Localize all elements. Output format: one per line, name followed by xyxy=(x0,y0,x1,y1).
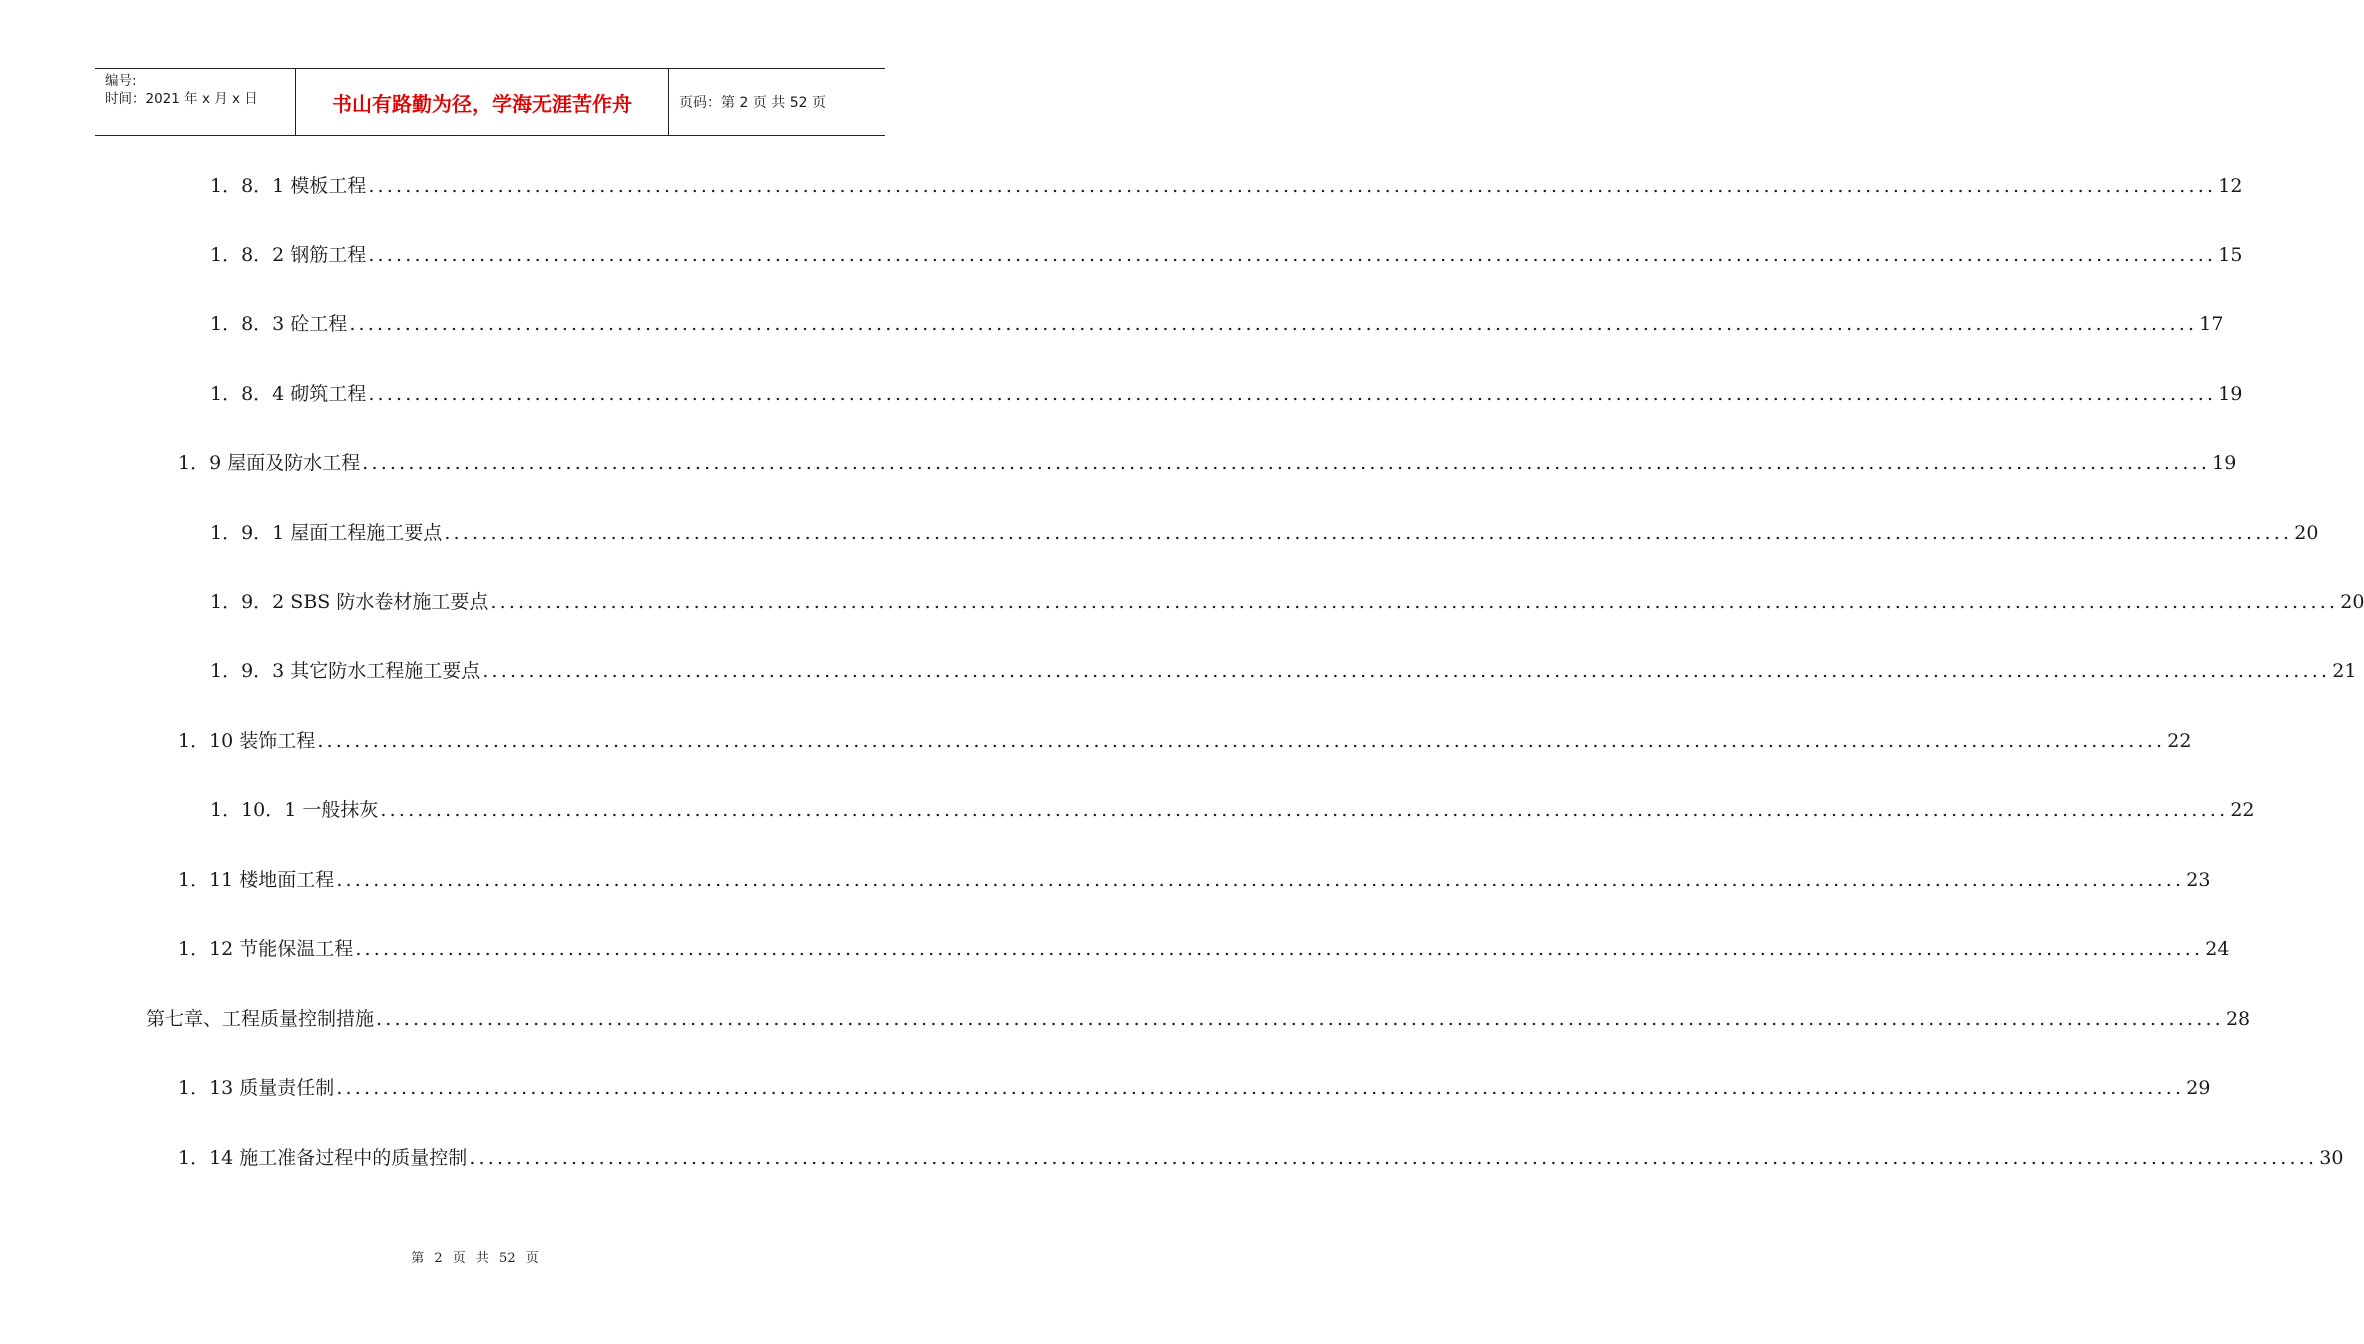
toc-leader-dots: ........................................................................................................................................................................................................ xyxy=(482,660,2331,682)
toc-leader-dots: ........................................................................................................................................................................................................ xyxy=(368,244,2217,266)
toc-entry-page: 20 xyxy=(2340,591,2364,613)
toc-leader-dots: ........................................................................................................................................................................................................ xyxy=(368,383,2217,405)
toc-leader-dots: ........................................................................................................................................................................................................ xyxy=(368,175,2217,197)
document-time: 时间：2021 年 x 月 x 日 xyxy=(105,91,258,107)
toc-entry-page: 29 xyxy=(2186,1077,2211,1099)
toc-leader-dots: ........................................................................................................................................................................................................ xyxy=(380,799,2229,821)
toc-leader-dots: ........................................................................................................................................................................................................ xyxy=(349,313,2198,335)
document-number-label: 编号: xyxy=(105,73,137,89)
toc-entry-page: 12 xyxy=(2218,175,2243,197)
toc-entry-page: 23 xyxy=(2186,869,2211,891)
header-motto: 书山有路勤为径，学海无涯苦作舟 xyxy=(296,69,669,135)
toc-entry-label: 1．10．1 一般抹灰 xyxy=(210,799,379,821)
toc-entry xyxy=(210,240,2243,270)
toc-entry-page: 19 xyxy=(2212,452,2237,474)
toc-entry-page: 15 xyxy=(2218,244,2243,266)
toc-entry xyxy=(178,865,2211,895)
toc-leader-dots: ........................................................................................................................................................................................................ xyxy=(317,730,2166,752)
toc-entry-label: 1．11 楼地面工程 xyxy=(178,869,335,891)
toc-leader-dots: ........................................................................................................................................................................................................ xyxy=(490,591,2339,613)
toc-entry-label: 1．9．1 屋面工程施工要点 xyxy=(210,522,443,544)
toc-entry-label: 1．8．1 模板工程 xyxy=(210,175,367,197)
toc-entry-label: 1．12 节能保温工程 xyxy=(178,938,354,960)
toc-entry xyxy=(146,1004,2251,1034)
toc-entry xyxy=(210,379,2243,409)
toc-entry-page: 22 xyxy=(2167,730,2192,752)
toc-entry-label: 1．8．3 砼工程 xyxy=(210,313,348,335)
toc-entry xyxy=(178,1073,2211,1103)
toc-entry-page: 28 xyxy=(2225,1008,2251,1030)
toc-entry xyxy=(210,656,2357,686)
toc-entry-label: 1．8．4 砌筑工程 xyxy=(210,383,367,405)
toc-entry xyxy=(178,448,2237,478)
toc-entry xyxy=(210,309,2224,339)
toc-entry-page: 17 xyxy=(2199,313,2224,335)
toc-entry-page: 21 xyxy=(2332,660,2357,682)
toc-entry-page: 22 xyxy=(2230,799,2255,821)
toc-entry-label: 1．9 屋面及防水工程 xyxy=(178,452,361,474)
toc-entry xyxy=(178,726,2192,756)
toc-entry xyxy=(210,587,2364,617)
toc-entry-label: 1．13 质量责任制 xyxy=(178,1077,335,1099)
toc-leader-dots: ........................................................................................................................................................................................................ xyxy=(336,1077,2185,1099)
toc-leader-dots: ........................................................................................................................................................................................................ xyxy=(444,522,2293,544)
toc-leader-dots: ........................................................................................................................................................................................................ xyxy=(336,869,2185,891)
toc-entry xyxy=(178,934,2230,964)
toc-entry-page: 24 xyxy=(2205,938,2230,960)
toc-entry xyxy=(210,518,2319,548)
header-page-info: 页码：第 2 页 共 52 页 xyxy=(679,95,826,111)
page-footer: 第 2 页 共 52 页 xyxy=(411,1251,539,1266)
toc-leader-dots: ........................................................................................................................................................................................................ xyxy=(376,1008,2224,1030)
toc-entry xyxy=(210,795,2255,825)
toc-entry xyxy=(178,1143,2344,1173)
toc-leader-dots: ........................................................................................................................................................................................................ xyxy=(355,938,2204,960)
toc-entry xyxy=(210,171,2243,201)
page-header xyxy=(95,68,885,136)
toc-leader-dots: ........................................................................................................................................................................................................ xyxy=(469,1147,2318,1169)
toc-leader-dots: ........................................................................................................................................................................................................ xyxy=(362,452,2211,474)
toc-entry-label: 1．10 装饰工程 xyxy=(178,730,316,752)
toc-entry-label: 第七章、工程质量控制措施 xyxy=(146,1008,375,1030)
toc-entry-page: 19 xyxy=(2218,383,2243,405)
toc-entry-page: 30 xyxy=(2319,1147,2344,1169)
header-meta xyxy=(95,69,296,135)
toc-entry-label: 1．9．3 其它防水工程施工要点 xyxy=(210,660,481,682)
toc-entry-label: 1．14 施工准备过程中的质量控制 xyxy=(178,1147,468,1169)
toc-entry-page: 20 xyxy=(2294,522,2319,544)
toc-entry-label: 1．9．2 SBS 防水卷材施工要点 xyxy=(210,591,489,613)
toc-entry-label: 1．8．2 钢筋工程 xyxy=(210,244,367,266)
